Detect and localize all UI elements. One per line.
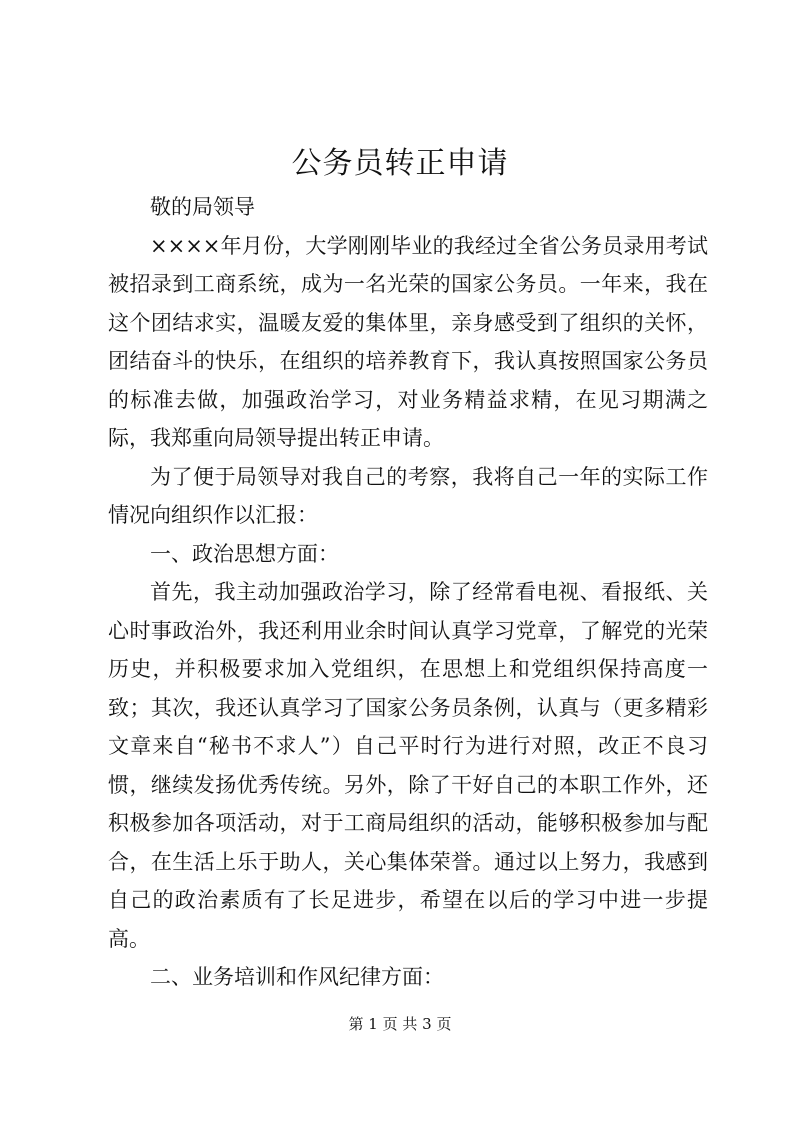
paragraph-intro: ××××年月份，大学刚刚毕业的我经过全省公务员录用考试被招录到工商系统，成为一名光荣的国家公务员。一年来，我在这个团结求实，温暖友爱的集体里，亲身感受到了组织的关怀，团结奋斗的快乐，在组织的培养教育下，我认真按照国家公务员的标准去做，加强政治学习，对业务精益求精，在见习期满之际，我郑重向局领导提出转正申请。 bbox=[108, 233, 708, 450]
salutation: 敬的局领导 bbox=[150, 195, 255, 219]
section-heading-political: 一、政治思想方面： bbox=[150, 541, 339, 566]
paragraph-report: 为了便于局领导对我自己的考察，我将自己一年的实际工作情况向组织作以汇报： bbox=[108, 464, 708, 527]
document-title: 公务员转正申请 bbox=[291, 146, 509, 181]
page-number: 第 1 页 共 3 页 bbox=[348, 1015, 452, 1033]
section-heading-training: 二、业务培训和作风纪律方面： bbox=[150, 965, 444, 989]
paragraph-political: 首先，我主动加强政治学习，除了经常看电视、看报纸、关心时事政治外，我还利用业余时间认真学习党章，了解党的光荣历史，并积极要求加入党组织，在思想上和党组织保持高度一致；其次，我还认真学习了国家公务员条例，认真与（更多精彩文章来自“秘书不求人”）自己平时行为进行对照，改正不良习惯，继续发扬优秀传统。另外，除了干好自己的本职工作外，还积极参加各项活动，对于工商局组织的活动，能够积极参加与配合，在生活上乐于助人，关心集体荣誉。通过以上努力，我感到自己的政治素质有了长足进步，希望在以后的学习中进一步提高。 bbox=[108, 580, 708, 951]
document-body bbox=[108, 188, 708, 997]
